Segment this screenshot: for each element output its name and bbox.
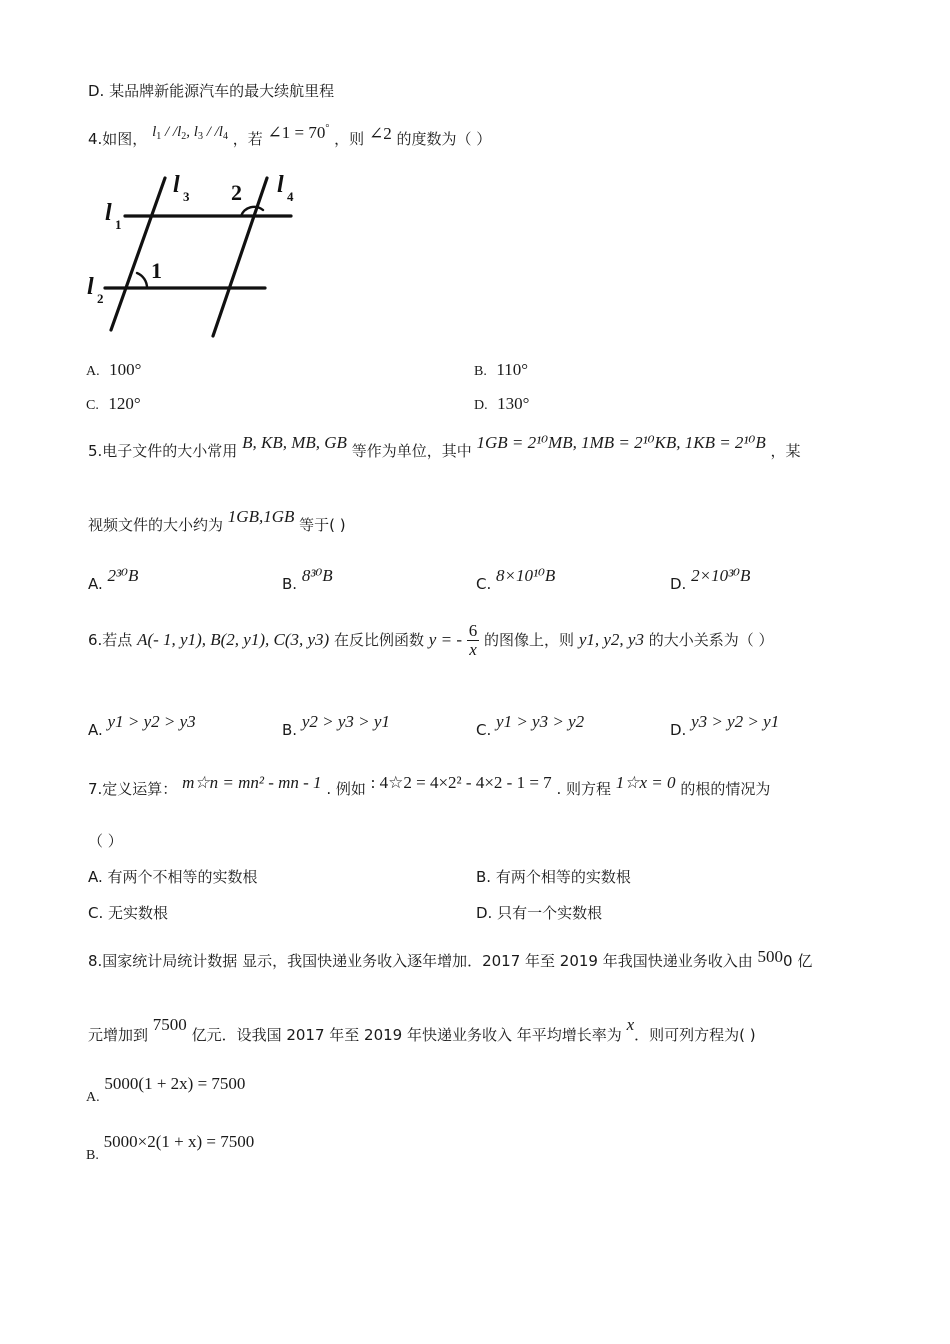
q5-option-b-value: 8³⁰B bbox=[301, 566, 333, 585]
q6-option-a: A. y1 > y2 > y3 bbox=[88, 712, 196, 739]
label-l1-sub: 1 bbox=[115, 217, 122, 232]
label-angle-1: 1 bbox=[151, 258, 162, 283]
q7-example: : 4☆2 = 4×2² - 4×2 - 1 = 7 bbox=[370, 773, 552, 792]
q6-option-b: B. y2 > y3 > y1 bbox=[282, 712, 390, 739]
q6-vars: y1, y2, y3 bbox=[578, 630, 644, 649]
label-l1: l bbox=[105, 200, 112, 226]
q7-lead: 7.定义运算： bbox=[88, 780, 178, 798]
q4-mid: ，若 bbox=[232, 130, 263, 148]
q4-stem bbox=[88, 123, 492, 150]
q8-option-a: A. 5000(1 + 2x) = 7500 bbox=[86, 1074, 246, 1105]
q5-option-c-value: 8×10¹⁰B bbox=[496, 566, 556, 585]
q5-mid: 等作为单位，其中 bbox=[351, 442, 472, 460]
q8-stem-line2 bbox=[88, 1015, 756, 1045]
q5-stem-line2 bbox=[88, 507, 346, 535]
q4-angle1: ∠1 = 70° bbox=[267, 123, 330, 142]
q5-option-a: A. 2³⁰B bbox=[88, 566, 139, 593]
q8-line2-x: x bbox=[626, 1015, 635, 1034]
label-l4: l bbox=[277, 172, 284, 198]
q7-stem bbox=[88, 773, 771, 799]
q6-func-lhs: y = - bbox=[428, 630, 462, 649]
q7-option-c: C. 无实数根 bbox=[88, 904, 169, 922]
label-l2: l bbox=[87, 274, 94, 300]
q6-frac-den: x bbox=[469, 640, 477, 659]
q5-stem bbox=[88, 433, 801, 461]
q8-line2-c: ．则可列方程为( ) bbox=[634, 1026, 756, 1044]
q8-option-b-value: 5000×2(1 + x) = 7500 bbox=[103, 1132, 255, 1151]
q4-option-d: D. 130° bbox=[474, 394, 530, 413]
q6-stem bbox=[88, 622, 774, 659]
q5-units: B, KB, MB, GB bbox=[242, 433, 347, 452]
q6-lead: 6.若点 bbox=[88, 631, 133, 649]
q8-line1-num: 500 bbox=[757, 947, 784, 966]
q5-tail: ，某 bbox=[770, 442, 801, 460]
q6-mid2: 的图像上，则 bbox=[484, 631, 575, 649]
line-l3 bbox=[111, 178, 165, 330]
q7-tail: 的根的情况为 bbox=[680, 780, 771, 798]
q7-mid2: . 则方程 bbox=[556, 780, 611, 798]
q5-option-d: D. 2×10³⁰B bbox=[670, 566, 751, 593]
q8-line2-num: 7500 bbox=[152, 1015, 187, 1034]
q4-condition: $l_1 / /l_2$, $l_3 / /l_4$ bbox=[152, 124, 228, 142]
q4-option-b-value: 110° bbox=[496, 360, 529, 379]
q5-line2-tail: 等于( ) bbox=[299, 516, 346, 534]
q5-option-b: B. 8³⁰B bbox=[282, 566, 333, 593]
q6-option-c-value: y1 > y3 > y2 bbox=[496, 712, 585, 731]
q6-frac-num: 6 bbox=[468, 621, 478, 640]
q7-equation: 1☆x = 0 bbox=[615, 773, 676, 792]
q4-option-c-value: 120° bbox=[108, 394, 141, 413]
q5-option-c: C. 8×10¹⁰B bbox=[476, 566, 556, 593]
q4-option-b: B. 110° bbox=[474, 360, 529, 379]
q4-option-a: A. 100° bbox=[86, 360, 142, 379]
q8-line1-b: 0 亿 bbox=[783, 952, 813, 970]
q5-line2-value: 1GB,1GB bbox=[227, 507, 295, 526]
label-l2-sub: 2 bbox=[97, 291, 104, 306]
q4-tail: 的度数为（ ） bbox=[396, 130, 492, 148]
q6-mid: 在反比例函数 bbox=[334, 631, 425, 649]
q4-mid2: ，则 bbox=[334, 130, 365, 148]
label-angle-2: 2 bbox=[231, 180, 242, 205]
q7-paren: （ ） bbox=[88, 832, 123, 850]
q3-option-d: D. 某品牌新能源汽车的最大续航里程 bbox=[88, 82, 335, 100]
q8-line2-a: 元增加到 bbox=[88, 1026, 149, 1044]
q8-option-a-value: 5000(1 + 2x) = 7500 bbox=[104, 1074, 246, 1093]
q6-option-d-value: y3 > y2 > y1 bbox=[691, 712, 780, 731]
label-l3: l bbox=[173, 172, 180, 198]
q8-line2-b: 亿元．设我国 2017 年至 2019 年快递业务收入 年平均增长率为 bbox=[191, 1026, 622, 1044]
q4-lead: 4.如图， bbox=[88, 130, 148, 148]
q4-option-a-value: 100° bbox=[109, 360, 142, 379]
q6-tail: 的大小关系为（ ） bbox=[648, 631, 774, 649]
q4-option-c: C. 120° bbox=[86, 394, 141, 413]
q7-option-c-value: 无实数根 bbox=[108, 904, 169, 922]
q4-figure bbox=[85, 170, 315, 345]
label-l4-sub: 4 bbox=[287, 189, 294, 204]
q6-fraction bbox=[467, 622, 480, 659]
q7-option-d: D. 只有一个实数根 bbox=[476, 904, 603, 922]
q5-relation: 1GB = 2¹⁰MB, 1MB = 2¹⁰KB, 1KB = 2¹⁰B bbox=[476, 433, 766, 452]
q7-option-b: B. 有两个相等的实数根 bbox=[476, 868, 631, 886]
q5-option-a-value: 2³⁰B bbox=[107, 566, 139, 585]
q7-mid: . 例如 bbox=[326, 780, 366, 798]
q6-option-b-value: y2 > y3 > y1 bbox=[301, 712, 390, 731]
q6-option-c: C. y1 > y3 > y2 bbox=[476, 712, 585, 739]
q7-option-a: A. 有两个不相等的实数根 bbox=[88, 868, 258, 886]
q5-line2-lead: 视频文件的大小约为 bbox=[88, 516, 224, 534]
q7-definition: m☆n = mn² - mn - 1 bbox=[182, 773, 322, 792]
q6-points: A(- 1, y1), B(2, y1), C(3, y3) bbox=[137, 630, 330, 649]
q6-option-d: D. y3 > y2 > y1 bbox=[670, 712, 780, 739]
q5-option-d-value: 2×10³⁰B bbox=[691, 566, 751, 585]
q8-option-b: B. 5000×2(1 + x) = 7500 bbox=[86, 1132, 255, 1163]
q6-option-a-value: y1 > y2 > y3 bbox=[107, 712, 196, 731]
q8-stem-line1 bbox=[88, 947, 813, 971]
q7-option-d-value: 只有一个实数根 bbox=[497, 904, 603, 922]
q4-option-d-value: 130° bbox=[497, 394, 530, 413]
q7-option-b-value: 有两个相等的实数根 bbox=[495, 868, 631, 886]
q7-option-a-value: 有两个不相等的实数根 bbox=[107, 868, 258, 886]
q5-lead: 5.电子文件的大小常用 bbox=[88, 442, 238, 460]
q4-angle2: ∠2 bbox=[368, 124, 392, 143]
label-l3-sub: 3 bbox=[183, 189, 190, 204]
q8-line1-a: 8.国家统计局统计数据 显示，我国快递业务收入逐年增加．2017 年至 2019 年我国快递业务收入由 bbox=[88, 952, 753, 970]
angle-1-arc bbox=[137, 273, 147, 288]
